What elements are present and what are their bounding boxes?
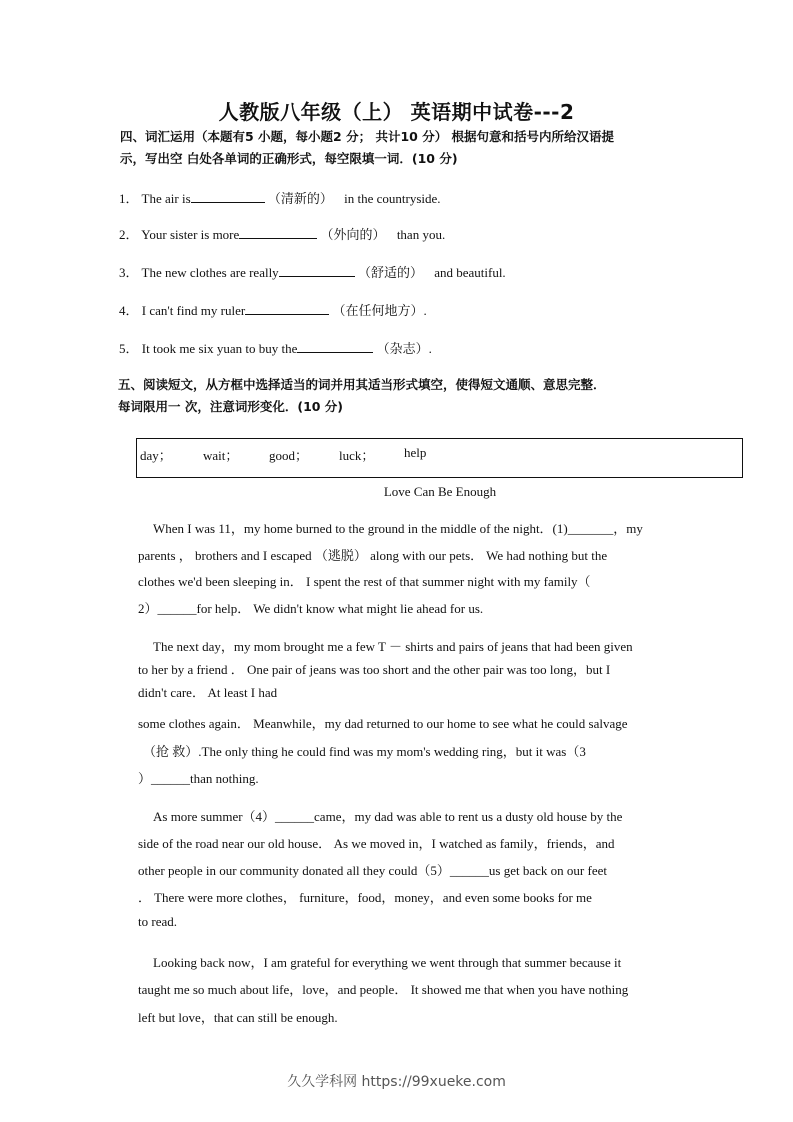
- passage-line: As more summer（4）______came，my dad was able to rent us a dusty old house by the: [153, 809, 623, 824]
- question-number: 2．: [119, 227, 139, 242]
- word-box: [136, 438, 743, 478]
- question-5: [119, 338, 432, 357]
- word-option: day；: [140, 448, 172, 463]
- answer-blank[interactable]: [191, 190, 265, 203]
- passage-line: 2）______for help． We didn't know what might lie ahead for us.: [138, 601, 484, 616]
- chinese-hint: （杂志）.: [376, 341, 432, 356]
- word-option: luck；: [339, 448, 375, 463]
- question-text-before: The air is: [141, 191, 191, 206]
- passage-title: Love Can Be Enough: [383, 484, 497, 499]
- chinese-hint: （在任何地方）.: [332, 303, 427, 318]
- section-5-line-1: 五、阅读短文，从方框中选择适当的词并用其适当形式填空，使得短文通顺、意思完整．: [118, 377, 606, 392]
- chinese-hint: （清新的）: [267, 191, 333, 206]
- passage-line: side of the road near our old house． As we moved in，I watched as family，friends，and: [138, 836, 615, 851]
- word-option: wait；: [203, 448, 239, 463]
- answer-blank[interactable]: [279, 264, 355, 277]
- section-4-line-1: 四、词汇运用（本题有5 小题，每小题2 分； 共计10 分） 根据句意和括号内所给汉语提: [120, 129, 615, 144]
- section-4-heading: [120, 126, 680, 170]
- passage-line: （抢 救）.The only thing he could find was my mom's wedding ring，but it was（3: [143, 744, 586, 759]
- answer-blank[interactable]: [297, 340, 373, 353]
- answer-blank[interactable]: [245, 302, 329, 315]
- section-5-line-2: 每词限用一 次，注意词形变化．(10 分): [118, 399, 344, 414]
- page-title: 人教版八年级（上） 英语期中试卷---2: [218, 100, 575, 124]
- question-text-before: The new clothes are really: [141, 265, 279, 280]
- question-text-before: I can't find my ruler: [141, 303, 246, 318]
- answer-blank[interactable]: [239, 226, 317, 239]
- passage-line: didn't care． At least I had: [138, 685, 278, 700]
- section-5-heading: [118, 374, 678, 418]
- section-4-line-2: 示，写出空 白处各单词的正确形式，每空限填一词．(10 分): [120, 151, 458, 166]
- question-text-after: than you.: [396, 227, 446, 242]
- question-4: [119, 300, 427, 319]
- question-number: 4．: [119, 303, 139, 318]
- question-number: 5．: [119, 341, 139, 356]
- passage-line: When I was 11，my home burned to the ground in the middle of the night．(1)_______，my: [153, 521, 643, 536]
- word-option: good；: [269, 448, 309, 463]
- footer-watermark: 久久学科网 https://99xueke.com: [287, 1074, 506, 1090]
- question-number: 1．: [119, 191, 139, 206]
- passage-line: taught me so much about life，love，and people． It showed me that when you have nothing: [138, 982, 629, 997]
- question-1: [119, 188, 441, 207]
- question-3: [119, 262, 506, 281]
- passage-line: some clothes again． Meanwhile，my dad returned to our home to see what he could salvage: [138, 716, 628, 731]
- question-text-before: Your sister is more: [141, 227, 240, 242]
- passage-line: left but love，that can still be enough.: [138, 1010, 338, 1025]
- question-text-after: in the countryside.: [344, 191, 441, 206]
- passage-line: to read.: [138, 914, 177, 929]
- passage-line: clothes we'd been sleeping in． I spent the rest of that summer night with my family（: [138, 574, 591, 589]
- question-text-after: and beautiful.: [434, 265, 506, 280]
- chinese-hint: （舒适的）: [357, 265, 423, 280]
- passage-line: parents ， brothers and I escaped （逃脱） along with our pets． We had nothing but the: [138, 548, 608, 563]
- question-number: 3．: [119, 265, 139, 280]
- question-text-before: It took me six yuan to buy the: [141, 341, 298, 356]
- passage-line: The next day，my mom brought me a few T － shirts and pairs of jeans that had been given: [153, 639, 633, 654]
- passage-line: to her by a friend ． One pair of jeans was too short and the other pair was too long，but I: [138, 662, 611, 677]
- question-2: [119, 224, 445, 243]
- word-option: help: [404, 445, 427, 460]
- passage-line: ）______than nothing.: [138, 771, 259, 786]
- passage-line: Looking back now，I am grateful for everything we went through that summer because it: [153, 955, 622, 970]
- chinese-hint: （外向的）: [320, 227, 386, 242]
- passage-line: ． There were more clothes， furniture，food，money，and even some books for me: [138, 890, 592, 905]
- passage-line: other people in our community donated all they could（5）______us get back on our feet: [138, 863, 607, 878]
